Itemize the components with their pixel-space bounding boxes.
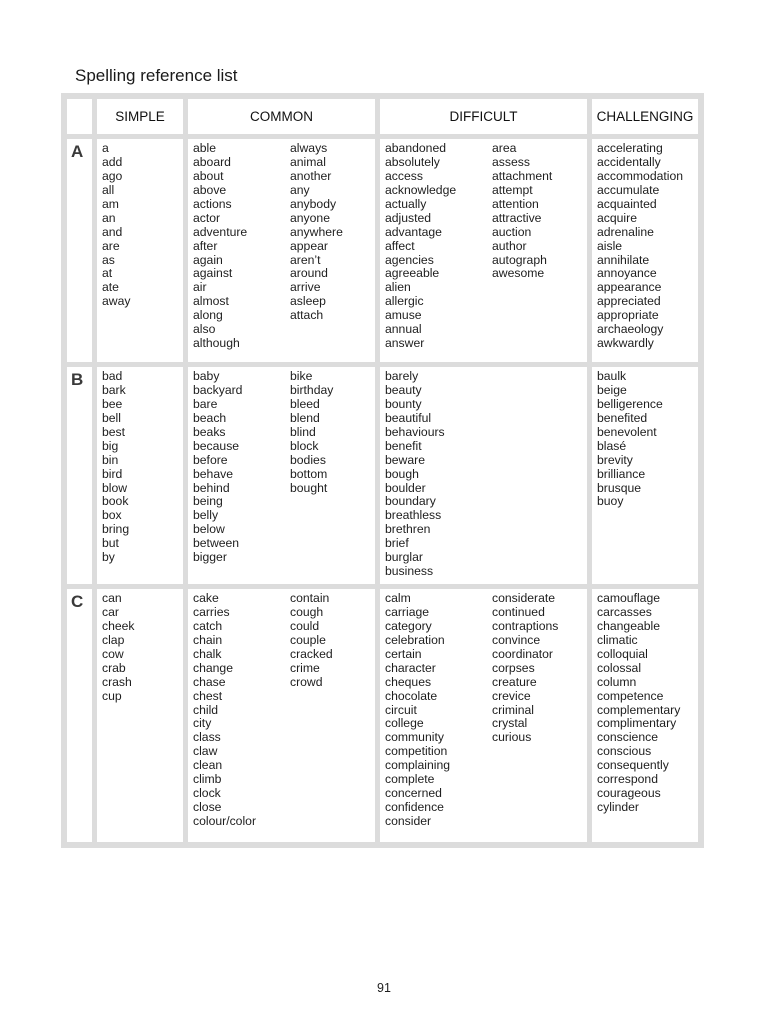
- word-item: appear: [290, 238, 328, 253]
- word-item: business: [385, 564, 434, 579]
- word-item: brethren: [385, 522, 431, 537]
- word-item: complaining: [385, 758, 451, 773]
- word-item: by: [102, 550, 115, 565]
- word-item: consequently: [597, 758, 669, 773]
- word-list: [290, 142, 343, 323]
- word-item: cheques: [385, 674, 432, 689]
- word-item: accommodation: [597, 168, 684, 183]
- word-list: [193, 370, 242, 565]
- word-item: another: [290, 168, 332, 183]
- word-item: beautiful: [385, 410, 432, 425]
- word-item: amuse: [385, 308, 422, 323]
- word-item: around: [290, 266, 328, 281]
- word-list: [597, 142, 683, 351]
- word-item: awkwardly: [597, 336, 654, 351]
- word-item: acquire: [597, 210, 637, 225]
- word-item: bought: [290, 480, 328, 495]
- word-item: can: [102, 591, 122, 605]
- word-item: cup: [102, 688, 122, 703]
- challenging-cell: [592, 139, 698, 362]
- word-item: climatic: [597, 632, 638, 647]
- common-cell: [188, 367, 375, 584]
- word-item: cylinder: [597, 800, 639, 815]
- word-item: certain: [385, 646, 422, 661]
- word-item: child: [193, 702, 219, 717]
- word-item: behave: [193, 466, 233, 481]
- section-letter: C: [71, 592, 84, 611]
- header-challenging: CHALLENGING: [592, 99, 698, 134]
- word-item: although: [193, 336, 240, 351]
- word-item: benefit: [385, 438, 422, 453]
- word-item: adjusted: [385, 210, 432, 225]
- word-item: considerate: [492, 591, 556, 605]
- word-item: air: [193, 280, 207, 295]
- word-item: abandoned: [385, 141, 447, 155]
- word-item: close: [193, 800, 222, 815]
- word-item: arrive: [290, 280, 321, 295]
- word-item: chocolate: [385, 688, 438, 703]
- word-item: carriage: [385, 604, 430, 619]
- word-item: crowd: [290, 674, 323, 689]
- word-item: accumulate: [597, 182, 660, 197]
- word-item: category: [385, 618, 432, 633]
- word-item: continued: [492, 604, 545, 619]
- header-difficult: DIFFICULT: [380, 99, 587, 134]
- section-letter-cell: [67, 589, 92, 842]
- word-item: change: [193, 660, 233, 675]
- word-item: baulk: [597, 369, 627, 383]
- word-item: boulder: [385, 480, 426, 495]
- word-item: correspond: [597, 772, 658, 787]
- word-item: adrenaline: [597, 224, 654, 239]
- word-item: courageous: [597, 786, 661, 801]
- word-item: advantage: [385, 224, 442, 239]
- word-item: blind: [290, 424, 316, 439]
- word-item: auction: [492, 224, 532, 239]
- word-item: archaeology: [597, 322, 664, 337]
- word-item: agreeable: [385, 266, 440, 281]
- word-item: annual: [385, 322, 422, 337]
- word-item: cough: [290, 604, 324, 619]
- word-item: consider: [385, 814, 432, 828]
- word-item: college: [385, 716, 424, 731]
- word-item: carcasses: [597, 604, 652, 619]
- word-item: also: [193, 322, 216, 337]
- word-item: big: [102, 438, 119, 453]
- word-item: answer: [385, 336, 425, 351]
- word-item: actor: [193, 210, 221, 225]
- word-item: brilliance: [597, 466, 646, 481]
- word-item: conscience: [597, 730, 658, 745]
- word-list: [290, 370, 333, 495]
- word-item: confidence: [385, 800, 444, 815]
- challenging-cell: [592, 367, 698, 584]
- word-item: beaks: [193, 424, 226, 439]
- simple-cell: [97, 367, 183, 584]
- word-list: [385, 592, 450, 829]
- word-item: but: [102, 536, 119, 551]
- word-item: clean: [193, 758, 223, 773]
- word-item: backyard: [193, 382, 243, 397]
- word-item: beware: [385, 452, 425, 467]
- word-item: attention: [492, 196, 539, 211]
- word-item: almost: [193, 294, 229, 309]
- word-item: are: [102, 238, 120, 253]
- word-item: bigger: [193, 550, 227, 565]
- word-item: awesome: [492, 266, 545, 281]
- section-letter: B: [71, 370, 84, 389]
- word-item: between: [193, 536, 240, 551]
- word-item: class: [193, 730, 221, 745]
- word-item: birthday: [290, 382, 334, 397]
- word-item: catch: [193, 618, 223, 633]
- word-item: acknowledge: [385, 182, 457, 197]
- word-item: crevice: [492, 688, 531, 703]
- word-item: changeable: [597, 618, 661, 633]
- word-list: [385, 370, 445, 579]
- word-item: attachment: [492, 168, 553, 183]
- word-item: ago: [102, 168, 123, 183]
- word-item: buoy: [597, 494, 624, 509]
- word-item: chest: [193, 688, 223, 703]
- word-item: cheek: [102, 618, 135, 633]
- word-item: baby: [193, 369, 220, 383]
- word-item: agencies: [385, 252, 434, 267]
- word-item: accidentally: [597, 154, 661, 169]
- word-item: acquainted: [597, 196, 657, 211]
- word-list: [492, 592, 558, 745]
- word-item: burglar: [385, 550, 423, 565]
- word-item: circuit: [385, 702, 417, 717]
- word-item: competence: [597, 688, 664, 703]
- word-item: celebration: [385, 632, 445, 647]
- section-letter-cell: [67, 367, 92, 584]
- word-item: autograph: [492, 252, 547, 267]
- word-item: access: [385, 168, 423, 183]
- spelling-table: [61, 93, 704, 848]
- word-item: clap: [102, 632, 125, 647]
- word-item: bike: [290, 369, 313, 383]
- word-item: corpses: [492, 660, 535, 675]
- word-item: claw: [193, 744, 218, 759]
- common-cell: [188, 589, 375, 842]
- word-item: blend: [290, 410, 320, 425]
- word-item: block: [290, 438, 319, 453]
- word-item: bounty: [385, 396, 422, 411]
- word-item: complete: [385, 772, 435, 787]
- word-item: cow: [102, 646, 124, 661]
- word-item: bark: [102, 382, 126, 397]
- word-item: attempt: [492, 182, 533, 197]
- word-list: [597, 592, 680, 815]
- word-item: crystal: [492, 716, 528, 731]
- word-item: colloquial: [597, 646, 648, 661]
- word-item: behaviours: [385, 424, 445, 439]
- word-item: because: [193, 438, 240, 453]
- word-item: assess: [492, 154, 530, 169]
- word-item: cracked: [290, 646, 333, 661]
- word-item: crime: [290, 660, 320, 675]
- word-item: before: [193, 452, 228, 467]
- word-item: after: [193, 238, 218, 253]
- word-item: bee: [102, 396, 123, 411]
- word-item: at: [102, 266, 113, 281]
- word-item: book: [102, 494, 129, 509]
- word-item: beauty: [385, 382, 422, 397]
- word-item: bring: [102, 522, 130, 537]
- word-item: a: [102, 141, 109, 155]
- challenging-cell: [592, 589, 698, 842]
- word-item: an: [102, 210, 116, 225]
- word-item: curious: [492, 730, 532, 745]
- word-item: asleep: [290, 294, 326, 309]
- word-item: alien: [385, 280, 411, 295]
- word-item: accelerating: [597, 141, 663, 155]
- word-item: attractive: [492, 210, 542, 225]
- word-item: actions: [193, 196, 232, 211]
- word-item: away: [102, 294, 131, 309]
- word-list: [193, 142, 247, 351]
- word-item: bad: [102, 369, 123, 383]
- word-item: bare: [193, 396, 218, 411]
- word-item: belly: [193, 508, 219, 523]
- word-item: convince: [492, 632, 541, 647]
- word-item: city: [193, 716, 212, 731]
- word-item: as: [102, 252, 115, 267]
- word-item: all: [102, 182, 115, 197]
- word-item: concerned: [385, 786, 442, 801]
- word-item: appropriate: [597, 308, 659, 323]
- word-item: bin: [102, 452, 119, 467]
- word-item: brusque: [597, 480, 642, 495]
- word-item: box: [102, 508, 122, 523]
- word-item: carries: [193, 604, 230, 619]
- word-item: being: [193, 494, 223, 509]
- word-item: conscious: [597, 744, 652, 759]
- word-item: area: [492, 141, 517, 155]
- word-item: colour/color: [193, 814, 256, 828]
- word-item: chase: [193, 674, 226, 689]
- word-item: criminal: [492, 702, 534, 717]
- word-item: author: [492, 238, 527, 253]
- word-item: barely: [385, 369, 419, 383]
- word-item: competition: [385, 744, 448, 759]
- word-item: am: [102, 196, 119, 211]
- word-item: contraptions: [492, 618, 559, 633]
- word-item: could: [290, 618, 320, 633]
- word-list: [193, 592, 256, 829]
- word-item: brevity: [597, 452, 633, 467]
- word-item: coordinator: [492, 646, 553, 661]
- word-item: annihilate: [597, 252, 650, 267]
- page-title: Spelling reference list: [75, 66, 238, 85]
- word-item: along: [193, 308, 223, 323]
- word-list: [102, 592, 135, 704]
- word-item: aisle: [597, 238, 623, 253]
- word-item: adventure: [193, 224, 248, 239]
- word-item: belligerence: [597, 396, 663, 411]
- word-item: above: [193, 182, 227, 197]
- word-item: benefited: [597, 410, 648, 425]
- word-item: creature: [492, 674, 537, 689]
- word-item: animal: [290, 154, 326, 169]
- word-item: colossal: [597, 660, 642, 675]
- word-item: annoyance: [597, 266, 657, 281]
- word-item: community: [385, 730, 444, 745]
- word-list: [290, 592, 333, 690]
- word-item: cake: [193, 591, 219, 605]
- simple-cell: [97, 139, 183, 362]
- word-item: camouflage: [597, 591, 661, 605]
- word-item: climb: [193, 772, 222, 787]
- word-item: crash: [102, 674, 132, 689]
- header-common: COMMON: [188, 99, 375, 134]
- word-item: again: [193, 252, 223, 267]
- header-corner-cell: [67, 99, 92, 134]
- word-item: car: [102, 604, 119, 619]
- word-item: able: [193, 141, 217, 155]
- word-item: bottom: [290, 466, 328, 481]
- word-item: bleed: [290, 396, 320, 411]
- word-item: beige: [597, 382, 627, 397]
- word-item: clock: [193, 786, 221, 801]
- difficult-cell: [380, 589, 587, 842]
- word-item: bell: [102, 410, 121, 425]
- word-item: chain: [193, 632, 223, 647]
- word-item: bodies: [290, 452, 326, 467]
- word-item: boundary: [385, 494, 436, 509]
- word-item: allergic: [385, 294, 424, 309]
- section-letter-cell: [67, 139, 92, 362]
- word-item: blasé: [597, 438, 627, 453]
- common-cell: [188, 139, 375, 362]
- page-number: 91: [377, 981, 391, 995]
- word-item: actually: [385, 196, 427, 211]
- word-item: calm: [385, 591, 411, 605]
- word-item: column: [597, 674, 637, 689]
- word-item: aboard: [193, 154, 231, 169]
- word-item: affect: [385, 238, 415, 253]
- word-item: contain: [290, 591, 330, 605]
- word-item: appearance: [597, 280, 662, 295]
- word-item: against: [193, 266, 233, 281]
- difficult-cell: [380, 367, 587, 584]
- word-item: brief: [385, 536, 409, 551]
- word-item: always: [290, 141, 328, 155]
- word-item: anyone: [290, 210, 330, 225]
- word-list: [597, 370, 663, 509]
- word-item: anywhere: [290, 224, 343, 239]
- word-item: character: [385, 660, 436, 675]
- word-item: add: [102, 154, 123, 169]
- word-item: complimentary: [597, 716, 677, 731]
- word-item: attach: [290, 308, 324, 323]
- word-item: best: [102, 424, 126, 439]
- word-item: benevolent: [597, 424, 657, 439]
- word-item: bough: [385, 466, 419, 481]
- word-list: [102, 370, 129, 565]
- word-item: complementary: [597, 702, 681, 717]
- word-item: couple: [290, 632, 326, 647]
- header-simple: SIMPLE: [97, 99, 183, 134]
- word-item: ate: [102, 280, 119, 295]
- word-item: beach: [193, 410, 227, 425]
- word-item: blow: [102, 480, 128, 495]
- word-item: aren’t: [290, 252, 321, 267]
- word-item: below: [193, 522, 225, 537]
- word-list: [102, 142, 130, 309]
- word-item: behind: [193, 480, 230, 495]
- word-item: chalk: [193, 646, 222, 661]
- word-item: crab: [102, 660, 126, 675]
- word-list: [385, 142, 456, 351]
- difficult-cell: [380, 139, 587, 362]
- section-letter: A: [71, 142, 84, 161]
- word-item: anybody: [290, 196, 337, 211]
- word-list: [492, 142, 552, 281]
- word-item: breathless: [385, 508, 442, 523]
- word-item: and: [102, 224, 123, 239]
- word-item: any: [290, 182, 310, 197]
- word-item: about: [193, 168, 224, 183]
- word-item: bird: [102, 466, 123, 481]
- word-item: absolutely: [385, 154, 440, 169]
- word-item: appreciated: [597, 294, 661, 309]
- simple-cell: [97, 589, 183, 842]
